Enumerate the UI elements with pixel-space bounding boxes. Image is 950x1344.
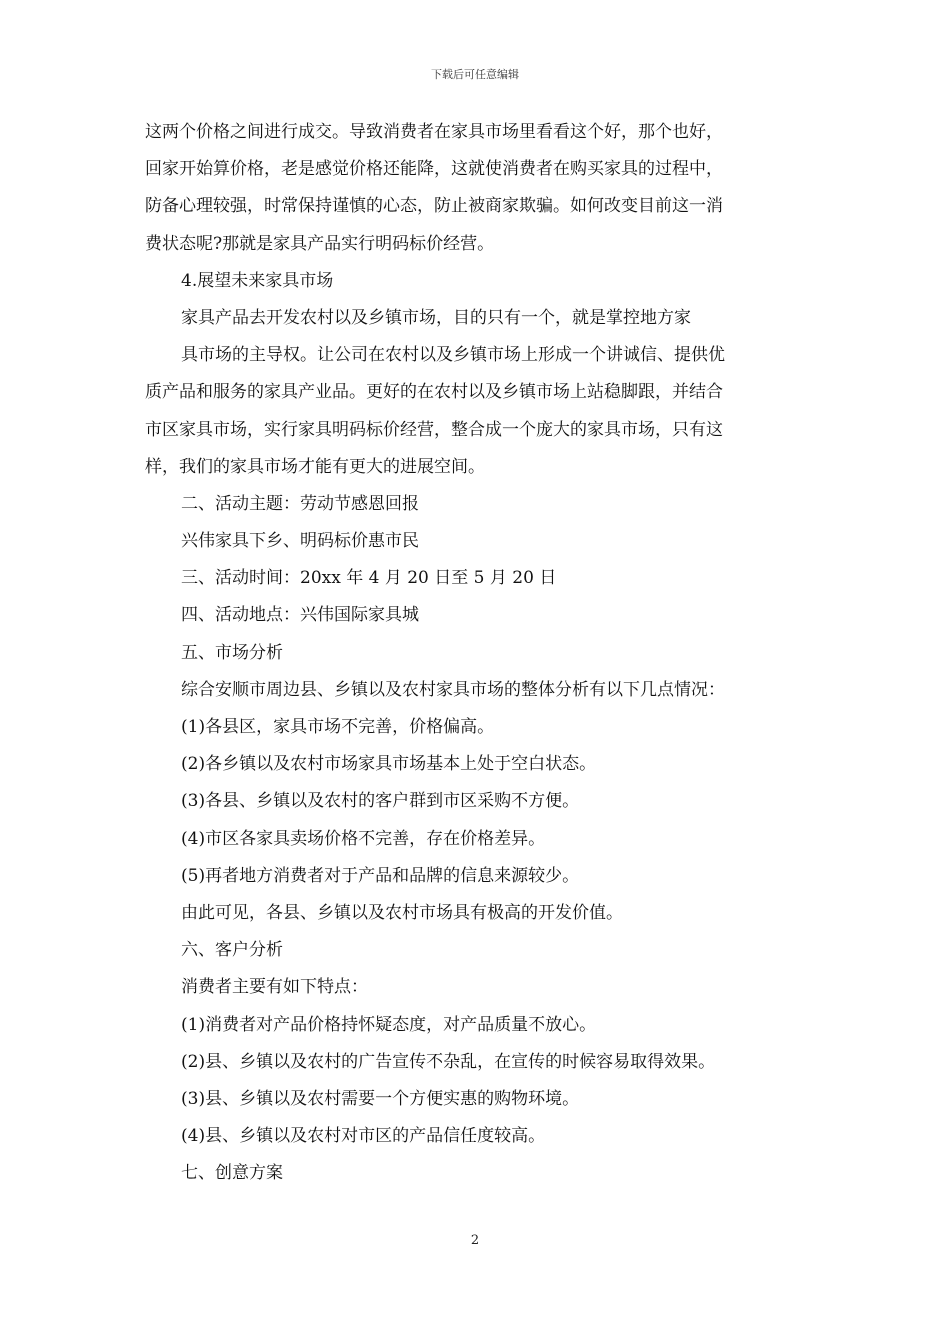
text-line: (4)市区各家具卖场价格不完善，存在价格差异。 [181,828,546,849]
document-body [145,114,810,1192]
text-line: 六、客户分析 [181,940,283,961]
text-line: 兴伟家具下乡、明码标价惠市民 [181,531,419,552]
text-line: 由此可见，各县、乡镇以及农村市场具有极高的开发价值。 [181,902,623,923]
text-line: 4.展望未来家具市场 [181,270,334,291]
text-line: 质产品和服务的家具产业品。更好的在农村以及乡镇市场上站稳脚跟，并结合 [145,382,723,403]
text-line: 样，我们的家具市场才能有更大的进展空间。 [145,456,485,477]
text-line: 综合安顺市周边县、乡镇以及农村家具市场的整体分析有以下几点情况： [181,679,725,700]
text-line: (2)县、乡镇以及农村的广告宣传不杂乱，在宣传的时候容易取得效果。 [181,1051,716,1072]
text-line: (1)消费者对产品价格持怀疑态度，对产品质量不放心。 [181,1014,597,1035]
text-line: (2)各乡镇以及农村市场家具市场基本上处于空白状态。 [181,754,597,775]
text-line: 四、活动地点：兴伟国际家具城 [181,605,419,626]
page-header: 下载后可任意编辑 [431,68,519,81]
text-line: (5)再者地方消费者对于产品和品牌的信息来源较少。 [181,865,580,886]
text-line: 二、活动主题：劳动节感恩回报 [181,493,419,514]
text-line: (1)各县区，家具市场不完善，价格偏高。 [181,717,495,737]
text-line: 五、市场分析 [181,642,283,663]
text-line: 费状态呢?那就是家具产品实行明码标价经营。 [145,233,495,254]
page-number: 2 [470,1233,480,1248]
text-line: 三、活动时间：20xx 年 4 月 20 日至 5 月 20 日 [181,568,557,589]
text-line: 市区家具市场，实行家具明码标价经营，整合成一个庞大的家具市场，只有这 [145,419,723,440]
text-line: 家具产品去开发农村以及乡镇市场，目的只有一个，就是掌控地方家 [181,307,691,328]
text-line: 具市场的主导权。让公司在农村以及乡镇市场上形成一个讲诚信、提供优 [181,345,725,366]
text-line: 消费者主要有如下特点： [181,977,368,998]
text-line: (3)县、乡镇以及农村需要一个方便实惠的购物环境。 [181,1088,580,1109]
text-line: 回家开始算价格，老是感觉价格还能降，这就使消费者在购买家具的过程中， [145,159,723,180]
text-line: 七、创意方案 [181,1163,283,1184]
text-line: 防备心理较强，时常保持谨慎的心态，防止被商家欺骗。如何改变目前这一消 [145,196,723,217]
text-line: 这两个价格之间进行成交。导致消费者在家具市场里看看这个好，那个也好， [145,122,723,142]
text-line: (4)县、乡镇以及农村对市区的产品信任度较高。 [181,1126,546,1147]
text-line: (3)各县、乡镇以及农村的客户群到市区采购不方便。 [181,791,580,812]
